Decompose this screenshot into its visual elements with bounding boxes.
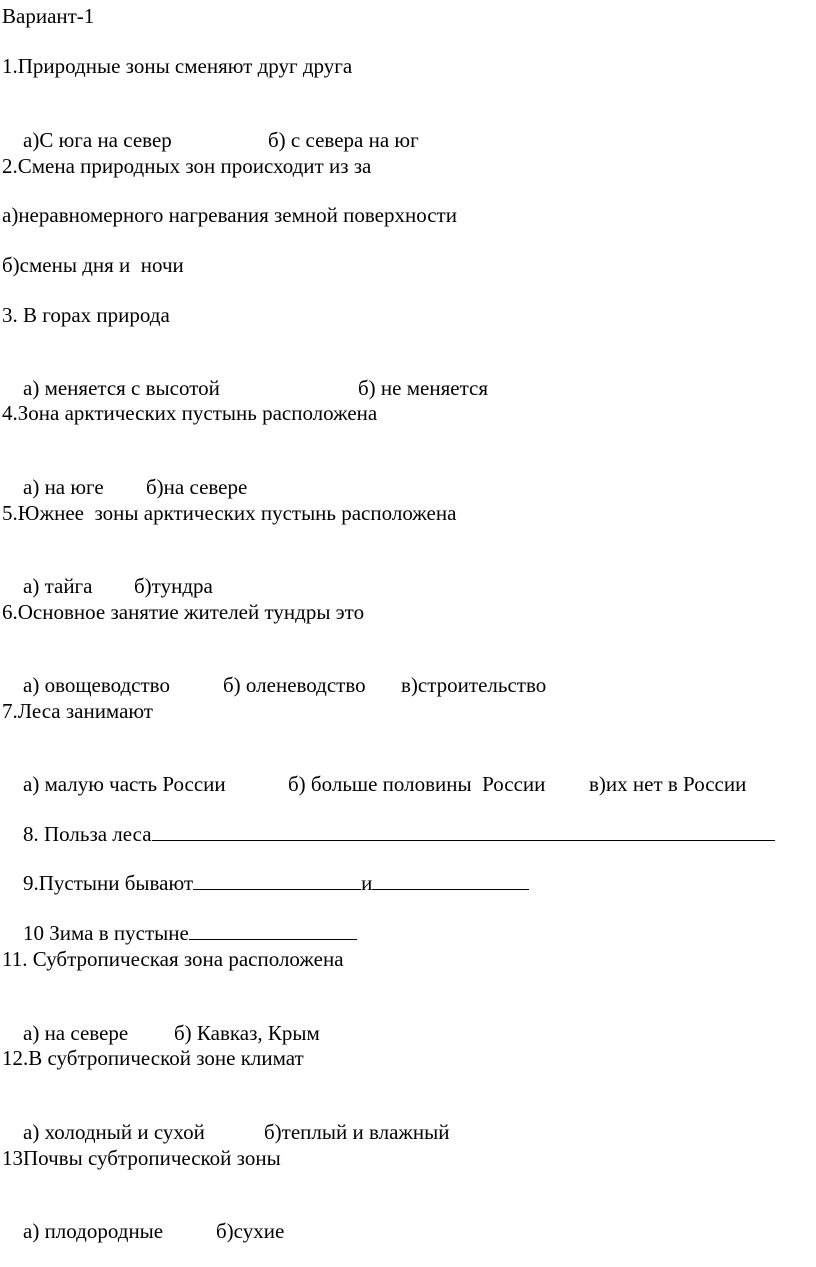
answer-7a: а) малую часть России xyxy=(23,772,226,796)
answer-13a: а) плодородные xyxy=(23,1219,164,1243)
variant-title: Вариант-1 xyxy=(2,4,95,28)
answer-11a: а) на севере xyxy=(23,1021,129,1045)
question-12: 12.В субтропической зоне климат xyxy=(2,1046,304,1070)
question-6: 6.Основное занятие жителей тундры это xyxy=(2,600,365,624)
answer-blank-9a[interactable] xyxy=(193,871,361,890)
answer-3b: б) не меняется xyxy=(358,376,488,400)
answer-4a: а) на юге xyxy=(23,475,104,499)
answer-4b: б)на севере xyxy=(146,475,248,499)
answer-blank-9b[interactable] xyxy=(372,871,529,890)
question-9-and: и xyxy=(361,871,373,895)
question-4: 4.Зона арктических пустынь расположена xyxy=(2,401,378,425)
answer-blank-8[interactable] xyxy=(152,822,775,841)
answers-13 xyxy=(2,1195,284,1267)
answer-2a: а)неравномерного нагревания земной поверхности xyxy=(2,203,457,227)
answer-6b: б) оленеводство xyxy=(223,673,366,697)
answer-blank-10[interactable] xyxy=(189,921,357,940)
answer-3a: а) меняется с высотой xyxy=(23,376,220,400)
answer-2b: б)смены дня и ночи xyxy=(2,253,184,277)
question-8-label: 8. Польза леса xyxy=(23,822,152,846)
question-2: 2.Смена природных зон происходит из за xyxy=(2,154,372,178)
question-3: 3. В горах природа xyxy=(2,303,170,327)
question-1: 1.Природные зоны сменяют друг друга xyxy=(2,54,353,78)
answer-5b: б)тундра xyxy=(134,574,213,598)
answer-7c: в)их нет в России xyxy=(589,772,747,796)
answer-12a: а) холодный и сухой xyxy=(23,1120,205,1144)
answer-12b: б)теплый и влажный xyxy=(264,1120,450,1144)
question-9-label: 9.Пустыни бывают xyxy=(23,871,194,895)
answer-1b: б) с севера на юг xyxy=(268,128,419,152)
answer-11b: б) Кавказ, Крым xyxy=(174,1021,320,1045)
answer-6c: в)строительство xyxy=(401,673,547,697)
answer-1a: а)С юга на север xyxy=(23,128,172,152)
question-11: 11. Субтропическая зона расположена xyxy=(2,947,344,971)
question-7: 7.Леса занимают xyxy=(2,699,153,723)
question-5: 5.Южнее зоны арктических пустынь расположена xyxy=(2,501,457,525)
question-13: 13Почвы субтропической зоны xyxy=(2,1146,281,1170)
answer-7b: б) больше половины России xyxy=(288,772,546,796)
answer-6a: а) овощеводство xyxy=(23,673,170,697)
answer-5a: а) тайга xyxy=(23,574,93,598)
question-10-label: 10 Зима в пустыне xyxy=(23,921,189,945)
answer-13b: б)сухие xyxy=(216,1219,285,1243)
